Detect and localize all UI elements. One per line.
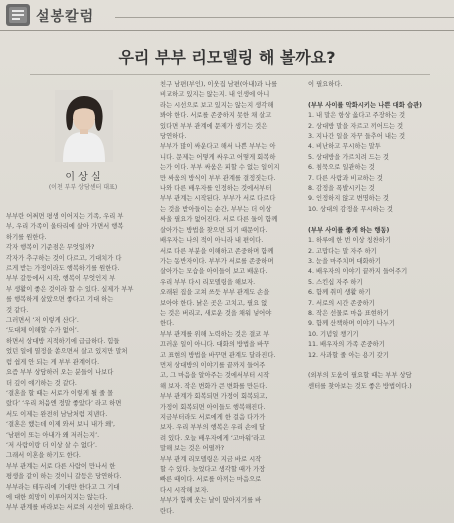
text-line: ‘결혼을 할 때는 서로가 이렇게 될 줄 몰 <box>6 389 114 397</box>
text-line: 는 것을 받아들이는 순간, 부부는 더 이상 <box>160 205 272 213</box>
text-line: 럼 쉽게 안 되는 게 부부 관계이다. <box>6 358 100 366</box>
text-line: 이 필요하다. <box>308 81 343 88</box>
text-line: 10. 상대의 감정을 무시하는 것 <box>308 205 393 213</box>
title-divider <box>30 74 430 75</box>
text-line: 먼저 상대방의 이야기를 끝까지 들어주 <box>160 361 266 369</box>
text-line: 한다. <box>160 320 175 328</box>
text-line: 있다면 부부 관계에 문제가 생기는 것은 <box>160 122 268 130</box>
text-line: 8. 작은 선물로 마음 표현하기 <box>308 309 389 317</box>
text-line: 부부 관계를 바라보는 서로의 시선이 필요하다. <box>6 504 134 512</box>
text-line: 하기를 원한다. <box>6 233 47 241</box>
text-line: 하면서 상대방 지적하기에 급급하다. 힘들 <box>6 337 120 345</box>
text-line: 6. 침묵으로 일관하는 것 <box>308 164 375 172</box>
text-line: 2. 상대방 말을 자르고 끼어드는 것 <box>308 122 404 130</box>
text-line: 그러면서 ‘저 이렇게 산다’. <box>6 317 79 325</box>
text-line: 라는 시선으로 보고 있지는 않는지 생각해 <box>160 101 274 109</box>
text-line: 란다. <box>160 507 175 515</box>
text-line: 부부 관계는 시작된다. 부부가 서로 다르다 <box>160 195 276 203</box>
text-line: 그래서 이혼을 하기도 한다. <box>6 452 81 460</box>
text-line: 살아가는 방법을 찾으면 되기 때문이다. <box>160 226 268 234</box>
text-line: 부부 갈등에서 시작, 행복이 무엇인지 부 <box>6 275 116 283</box>
text-line: 각자가 추구하는 것이 다르고, 기대치가 다 <box>6 254 122 262</box>
text-line: 부 생활이 좋은 것이라 할 수 있다. 실제가 부부 <box>6 285 134 293</box>
text-line: 9. 함께 산책하며 이야기 나누기 <box>308 320 396 328</box>
text-line: 지금부터라도 서로에게 한 걸음 다가가 <box>160 414 266 421</box>
section-heading: (부부 사이를 악화시키는 나쁜 대화 습관) <box>308 101 423 109</box>
article-column-3 <box>308 80 452 522</box>
text-line: 서로 다른 부분을 이해하고 존중하며 함께 <box>160 247 274 255</box>
header-divider <box>115 17 454 18</box>
text-line: ‘저 사람이랑 더 이상 살 수 없다’. <box>6 441 98 449</box>
text-line: 니다. 문제는 어떻게 싸우고 어떻게 회복하 <box>160 153 276 161</box>
text-line: 싸울 필요가 없어진다. 서로 다른 둘이 함께 <box>160 216 278 224</box>
text-line: ‘결혼은 했는데 이제 와서 보니 내가 왜', <box>6 421 115 429</box>
text-line: 비교하고 있지는 않는지. 내 인생에 아니 <box>160 91 270 99</box>
text-line: 다시 시작해 보자. <box>160 486 209 494</box>
text-line: 3. 지나간 일을 자꾸 들추어 내는 것 <box>308 133 406 141</box>
text-line: 12. 사과할 줄 아는 용기 갖기 <box>308 351 389 359</box>
text-line: 보아야 한다. 낡은 곳은 고치고, 필요 없 <box>160 299 268 307</box>
author-affiliation: (이천 부부 상담센터 대표) <box>48 184 118 191</box>
text-line: 살아가는 모습을 아이들이 보고 배운다. <box>160 268 268 276</box>
author-photo <box>55 90 113 162</box>
text-line: 5. 스킨십 자주 하기 <box>308 278 363 286</box>
text-line: 봐야 한다. 서로를 존중하지 못한 채 살고 <box>160 112 272 120</box>
text-line: 10. 기념일 챙기기 <box>308 330 359 338</box>
author-name: 이 상 실 <box>65 172 101 183</box>
section-header <box>0 0 454 31</box>
text-line: 센터를 찾아보는 것도 좋은 방법이다.) <box>308 382 412 390</box>
text-line: 오래된 집을 고쳐 쓰듯 부부 관계도 손을 <box>160 289 270 297</box>
text-line: 각자 행복이 기준점은 무엇일까? <box>6 244 95 252</box>
text-line: 당연하다. <box>160 133 187 141</box>
text-line: 것 같다. <box>6 306 29 314</box>
text-line: 려 있다. 오늘 배우자에게 ‘고마워’라고 <box>160 434 266 442</box>
article-column-1 <box>6 212 152 522</box>
text-line: 친구 남편(부인), 이웃집 남편(아내)과 나를 <box>160 81 278 88</box>
text-line: 7. 다른 사람과 비교하는 것 <box>308 174 383 182</box>
text-line: 2. 고맙다는 말 자주 하기 <box>308 247 377 255</box>
text-line: 고 표현의 방법을 바꾸면 관계도 달라진다. <box>160 351 276 359</box>
text-line: 말해 보는 것은 어떨까? <box>160 445 225 453</box>
text-line: 보자. 우리 부부의 행복은 우리 손에 달 <box>160 424 266 432</box>
text-line: 평생을 같이 하는 것이니 갈등은 당연하다. <box>6 473 122 481</box>
text-line: 었던 일에 열정을 쏟으면서 살고 있지만 말처 <box>6 348 128 356</box>
text-line: (외부의 도움이 필요할 때는 부부 상담 <box>308 372 412 380</box>
text-line: 11. 배우자의 가족 존중하기 <box>308 341 385 349</box>
text-line: 해 보자. 작은 변화가 큰 변화를 만든다. <box>160 382 268 390</box>
text-line: 랐다’ ‘우리 처음엔 정말 좋았다’ 라고 하면 <box>6 400 122 408</box>
text-line: 부부라는 테두리에 기대만 한다고 그 기대 <box>6 483 120 491</box>
text-line: 1. 하루에 한 번 이상 칭찬하기 <box>308 237 391 245</box>
text-line: 우리 부부 다시 리모델링을 해보자. <box>160 278 256 286</box>
text-line: 끄러운 일이 아니다. 대화의 방법을 바꾸 <box>160 341 270 349</box>
text-line: 5. 상대방을 가르치려 드는 것 <box>308 153 389 161</box>
text-line: ‘도대체 이해할 수가 없어’. <box>6 327 79 335</box>
text-line: 배우자는 나의 적이 아니라 내 편이다. <box>160 237 264 245</box>
text-line: 만 싸움의 방식이 부부 관계를 결정짓는다. <box>160 174 276 182</box>
text-line: 는 것은 버리고, 새로운 것을 채워 넣어야 <box>160 309 272 317</box>
text-line: 나와 다른 배우자를 인정하는 것에서부터 <box>160 185 272 193</box>
text-line: 빠른 때이다. 서로를 아끼는 마음으로 <box>160 476 262 484</box>
text-line <box>308 215 452 225</box>
text-line <box>308 90 452 100</box>
text-line: 에 대한 희망이 이루어지지는 않는다. <box>6 493 108 501</box>
column-logo-icon <box>6 4 30 26</box>
text-line <box>308 361 452 371</box>
text-line: ‘남편이 또는 아내가 왜 저러는지’. <box>6 431 100 439</box>
text-line: 가정이 회복되면 아이들도 행복해진다. <box>160 403 266 411</box>
text-line: 르게 받는 가정이라도 행복하기를 원한다. <box>6 265 120 273</box>
section-heading: (부부 사이를 좋게 하는 행동) <box>308 226 390 234</box>
section-name: 설봉칼럼 <box>36 9 95 25</box>
text-line: 요즘 부부 상담하러 오는 분들이 나보다 <box>6 369 114 377</box>
text-line: 부부란 어쩌면 평생 이어지는 기족, 우리 부 <box>6 213 124 220</box>
text-line: 를 행복하게 살았으면 좋다고 기대 하는 <box>6 296 114 304</box>
text-line: 3. 눈을 마주치며 대화하기 <box>308 257 381 265</box>
text-line: 부, 우리 가족이 울타리에 살아 가면서 행복 <box>6 223 124 231</box>
text-line: 7. 서로의 시간 존중하기 <box>308 299 375 307</box>
text-line: 부부가 함께 웃는 날이 많아지기를 바 <box>160 497 262 505</box>
text-line: 더 깊이 얘기하는 것 같다. <box>6 379 77 387</box>
text-line: 6. 함께 취미 생활 하기 <box>308 289 371 297</box>
text-line: 부부 관계가 회복되면 가정이 회복되고, <box>160 393 268 401</box>
article-column-2 <box>160 80 300 522</box>
text-line: 4. 배우자의 이야기 끝까지 들어주기 <box>308 268 408 276</box>
text-line: 1. 내 말은 항상 옳다고 주장하는 것 <box>308 112 406 120</box>
text-line: 서도 이제는 완전히 남남처럼 지낸다. <box>6 410 108 418</box>
text-line: 가는 동반자이다. 부부가 서로를 존중하며 <box>160 257 274 265</box>
text-line: 부부가 많이 싸운다고 해서 나쁜 부부는 아 <box>160 143 276 151</box>
text-line: 고, 그 마음을 알아주는 것에서부터 시작 <box>160 372 270 380</box>
text-line: 부부 관계 리모델링은 지금 바로 시작 <box>160 455 262 463</box>
text-line: 는가 이다. 부부 싸움은 피할 수 없는 일이지 <box>160 164 280 172</box>
text-line: 부부 관계를 위해 노력하는 것은 결코 부 <box>160 330 270 338</box>
text-line: 부부 관계는 서로 다른 사람이 만나서 한 <box>6 462 116 470</box>
article-title: 우리 부부 리모델링 해 볼까요? <box>118 48 336 67</box>
text-line: 9. 인정하지 않고 변명하는 것 <box>308 195 389 203</box>
text-line: 4. 비난하고 무시하는 말투 <box>308 143 381 151</box>
text-line: 8. 감정을 폭발시키는 것 <box>308 185 375 193</box>
text-line: 할 수 있다. 늦었다고 생각할 때가 가장 <box>160 466 266 474</box>
